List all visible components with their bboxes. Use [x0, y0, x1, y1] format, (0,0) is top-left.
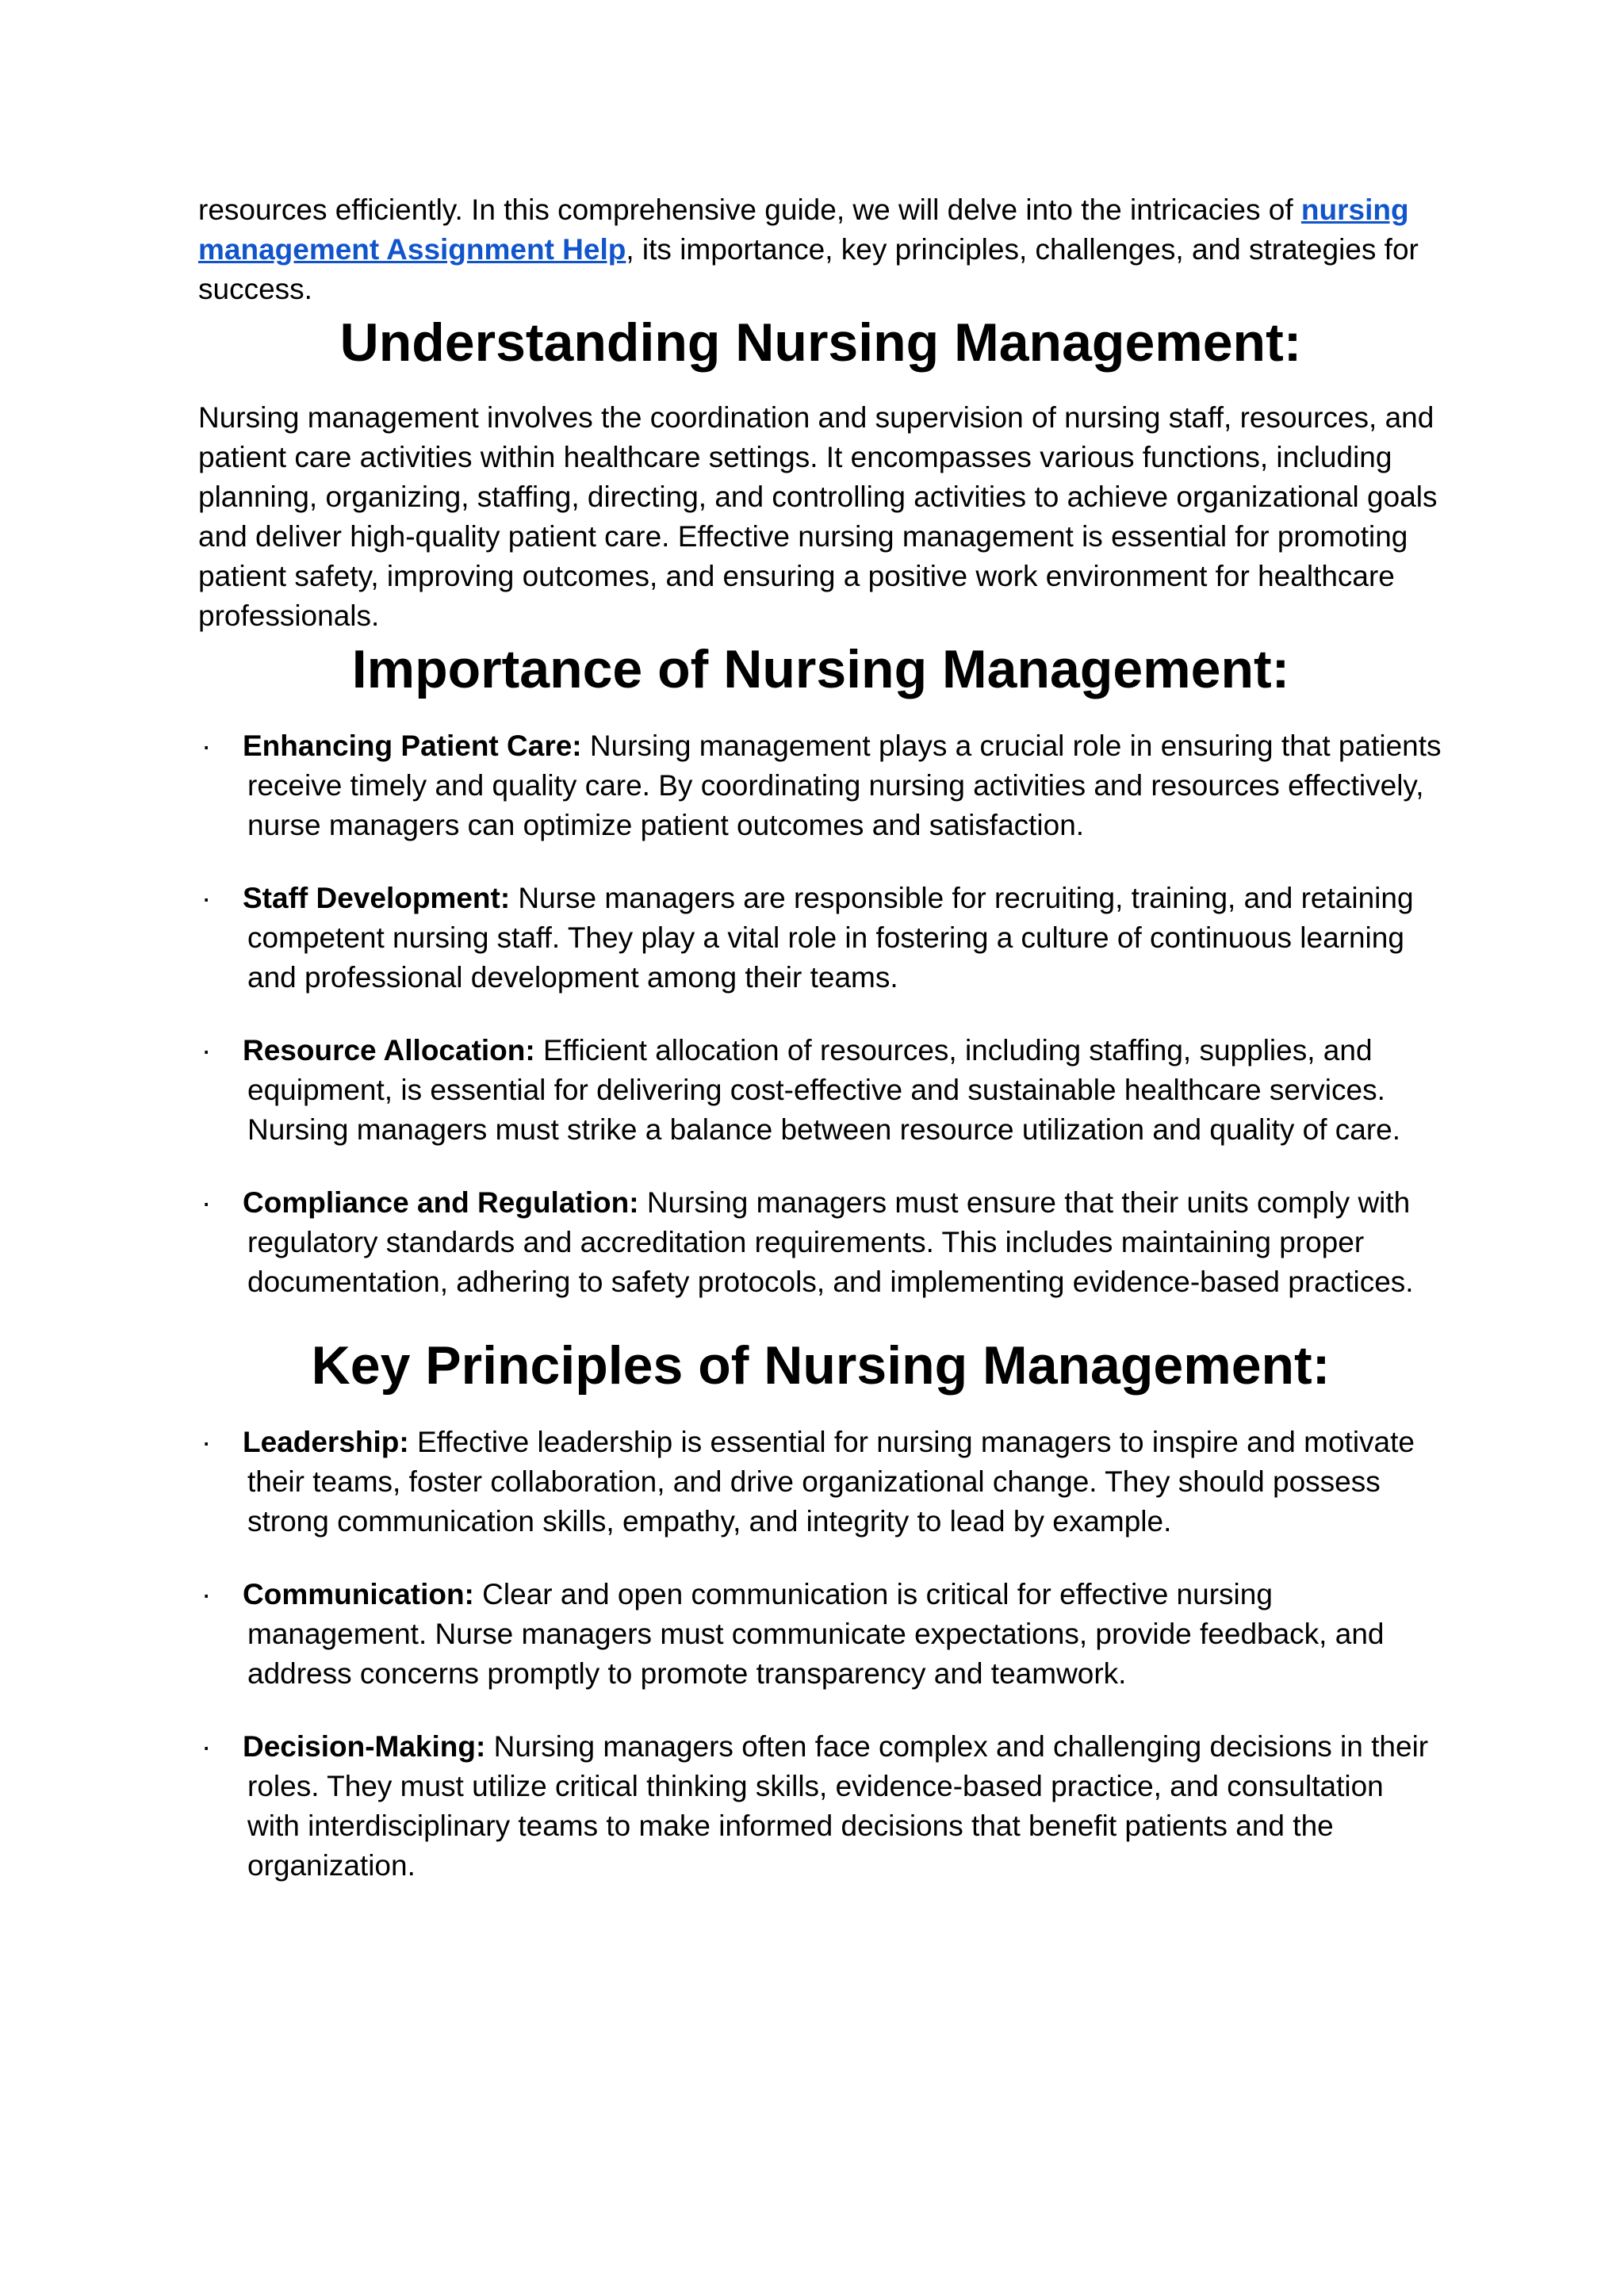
list-item-lead: Compliance and Regulation:: [243, 1186, 639, 1219]
bullet-dot-icon: ·: [201, 882, 212, 914]
intro-text-before-link: resources efficiently. In this comprehensive guide, we will delve into the intricacies of: [198, 193, 1301, 226]
intro-text-after-link: , its importance, key principles, challenges, and strategies for success.: [198, 233, 1419, 305]
list-item-text: Efficient allocation of resources, including staffing, supplies, and equipment, is essential for delivering cost-effective and sustainable healthcare services. Nursing managers must strike a balance between resource utilization and quality of care.: [247, 1034, 1401, 1146]
list-item-text: Nursing managers often face complex and challenging decisions in their roles. They must utilize critical thinking skills, evidence-based practice, and consultation with interdisciplinary teams to make informed decisions that benefit patients and the organization.: [247, 1730, 1429, 1882]
list-item: [198, 879, 1443, 998]
assignment-help-link[interactable]: nursing management Assignment Help: [198, 193, 1409, 266]
heading-principles: Key Principles of Nursing Management:: [311, 1335, 1331, 1396]
bullet-dot-icon: ·: [201, 1730, 212, 1763]
list-item-lead: Leadership:: [243, 1426, 409, 1458]
bullet-dot-icon: ·: [201, 1034, 212, 1067]
list-item: [198, 726, 1443, 845]
importance-list: [198, 726, 1443, 1302]
heading-importance: Importance of Nursing Management:: [351, 639, 1290, 699]
bullet-dot-icon: ·: [201, 1426, 212, 1458]
list-item-text: Nursing managers must ensure that their units comply with regulatory standards and accreditation requirements. This includes maintaining proper documentation, adhering to safety protocols, and implementing evidence-based practices.: [247, 1186, 1414, 1298]
list-item-lead: Decision-Making:: [243, 1730, 486, 1763]
list-item: [198, 1031, 1443, 1150]
list-item-lead: Resource Allocation:: [243, 1034, 535, 1067]
list-item-text: Nursing management plays a crucial role in ensuring that patients receive timely and quality care. By coordinating nursing activities and resources effectively, nurse managers can optimize patient outcomes and satisfaction.: [247, 730, 1442, 841]
list-item-text: Effective leadership is essential for nursing managers to inspire and motivate their teams, foster collaboration, and drive organizational change. They should possess strong communication skills, empathy, and integrity to lead by example.: [247, 1426, 1415, 1538]
list-item-lead: Staff Development:: [243, 882, 511, 914]
list-item-text: Clear and open communication is critical for effective nursing management. Nurse managers must communicate expectations, provide feedback, and address concerns promptly to promote transparency and teamwork.: [247, 1578, 1385, 1690]
list-item: [198, 1423, 1443, 1541]
bullet-dot-icon: ·: [201, 730, 212, 762]
list-item-lead: Communication:: [243, 1578, 474, 1610]
list-item: [198, 1727, 1443, 1886]
list-item-lead: Enhancing Patient Care:: [243, 730, 582, 762]
intro-paragraph: [198, 190, 1443, 309]
bullet-dot-icon: ·: [201, 1186, 212, 1219]
bullet-dot-icon: ·: [201, 1578, 212, 1610]
list-item: [198, 1575, 1443, 1694]
principles-list: [198, 1423, 1443, 1886]
heading-understanding: Understanding Nursing Management:: [339, 312, 1302, 373]
list-item: [198, 1183, 1443, 1302]
list-item-text: Nurse managers are responsible for recruiting, training, and retaining competent nursing staff. They play a vital role in fostering a culture of continuous learning and professional development among their teams.: [247, 882, 1414, 994]
understanding-paragraph: Nursing management involves the coordination and supervision of nursing staff, resources, and patient care activities within healthcare settings. It encompasses various functions, including planning, organizing, staffing, directing, and controlling activities to achieve organizational goals and deliver high-quality patient care. Effective nursing management is essential for promoting patient safety, improving outcomes, and ensuring a positive work environment for healthcare professionals.: [198, 401, 1438, 632]
document-page: [198, 190, 1443, 1886]
